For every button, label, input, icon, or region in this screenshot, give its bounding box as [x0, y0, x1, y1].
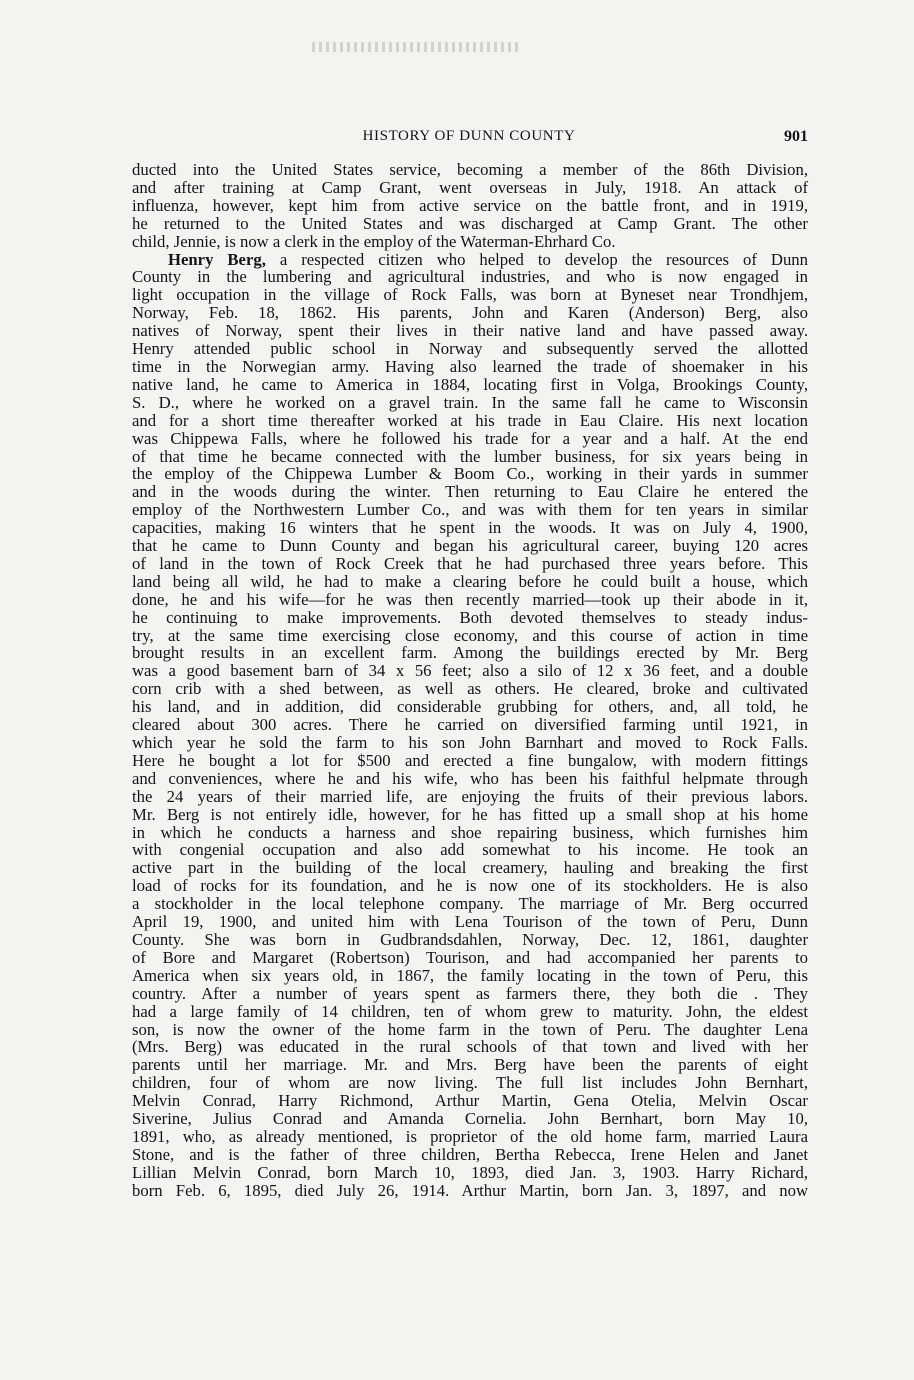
- text-line: child, Jennie, is now a clerk in the employ of the Waterman-Ehrhard Co.: [132, 231, 616, 251]
- text-line: a stockholder in the local telephone company. The marriage of Mr. Berg occurred: [132, 894, 808, 914]
- text-line: [132, 251, 808, 269]
- text-line: try, at the same time exercising close economy, and this course of action in time: [132, 625, 808, 645]
- running-title: HISTORY OF DUNN COUNTY: [362, 128, 576, 144]
- text-line: April 19, 1900, and united him with Lena Tourison of the town of Peru, Dunn: [132, 912, 808, 932]
- paragraph-continuation: [132, 161, 808, 251]
- text-line: son, is now the owner of the home farm in the town of Peru. The daughter Lena: [132, 1019, 808, 1039]
- text-line: and for a short time thereafter worked at his trade in Eau Claire. His next location: [132, 410, 808, 430]
- text-line: he returned to the United States and was discharged at Camp Grant. The other: [132, 213, 808, 233]
- text-line: land being all wild, he had to make a clearing before he could built a house, which: [132, 571, 808, 591]
- text-line: Henry attended public school in Norway and subsequently served the allotted: [132, 339, 808, 359]
- text-line: ducted into the United States service, becoming a member of the 86th Division,: [132, 160, 808, 179]
- text-line: country. After a number of years spent as farmers there, they both die . They: [132, 983, 808, 1003]
- text-line: with congenial occupation and also add somewhat to his income. He took an: [132, 840, 808, 860]
- text-line: County in the lumbering and agricultural industries, and who is now engaged in: [132, 267, 808, 287]
- text-line: was Chippewa Falls, where he followed his trade for a year and a half. At the end: [132, 428, 808, 448]
- text-line: native land, he came to America in 1884, locating first in Volga, Brookings County,: [132, 374, 808, 394]
- text-line: his land, and in addition, did considerable grubbing for others, and, all told, he: [132, 697, 808, 717]
- page-number: 901: [784, 128, 808, 145]
- text-line: he continuing to make improvements. Both devoted themselves to steady indus-: [132, 607, 808, 627]
- text-line: and after training at Camp Grant, went overseas in July, 1918. An attack of: [132, 177, 808, 197]
- text-line: and in the woods during the winter. Then returning to Eau Claire he entered the: [132, 482, 808, 502]
- text-line: Mr. Berg is not entirely idle, however, for he has fitted up a small shop at his home: [132, 804, 808, 824]
- text-line: employ of the Northwestern Lumber Co., and was with them for ten years in similar: [132, 500, 808, 520]
- text-line: the employ of the Chippewa Lumber & Boom Co., working in their yards in summer: [132, 464, 808, 484]
- text-line: corn crib with a shed between, as well as others. He cleared, broke and cultivated: [132, 679, 808, 699]
- text-line: America when six years old, in 1867, the family locating in the town of Peru, this: [132, 965, 808, 985]
- text-line: Here he bought a lot for $500 and erected a fine bungalow, with modern fittings: [132, 750, 808, 770]
- text-line: done, he and his wife—for he was then recently married—took up their abode in it,: [132, 589, 808, 609]
- text-line: that he came to Dunn County and began his agricultural career, buying 120 acres: [132, 536, 808, 556]
- text-line: and conveniences, where he and his wife, who has been his faithful helpmate through: [132, 768, 808, 788]
- text-line: capacities, making 16 winters that he spent in the woods. It was on July 4, 1900,: [132, 518, 808, 538]
- text-line: (Mrs. Berg) was educated in the rural schools of that town and lived with her: [132, 1037, 808, 1057]
- text-line: cleared about 300 acres. There he carried on diversified farming until 1921, in: [132, 715, 808, 735]
- text-line: was a good basement barn of 34 x 56 feet; also a silo of 12 x 36 feet, and a double: [132, 661, 808, 681]
- text-line: influenza, however, kept him from active service on the battle front, and in 1919,: [132, 195, 808, 215]
- text-line: time in the Norwegian army. Having also learned the trade of shoemaker in his: [132, 356, 808, 376]
- text-line: which year he sold the farm to his son John Barnhart and moved to Rock Falls.: [132, 733, 808, 752]
- text-line: Siverine, Julius Conrad and Amanda Cornelia. John Bernhart, born May 10,: [132, 1109, 808, 1129]
- text-line: had a large family of 14 children, ten of whom grew to maturity. John, the eldest: [132, 1001, 808, 1021]
- text-line: of Bore and Margaret (Robertson) Tourison, and had accompanied her parents to: [132, 947, 808, 967]
- text-line: the 24 years of their married life, are enjoying the fruits of their previous labors.: [132, 786, 808, 806]
- text-line: born Feb. 6, 1895, died July 26, 1914. Arthur Martin, born Jan. 3, 1897, and now: [132, 1180, 808, 1200]
- text-line: in which he conducts a harness and shoe repairing business, which furnishes him: [132, 822, 808, 842]
- text-line: of that time he became connected with the lumber business, for six years being in: [132, 446, 808, 466]
- text-line: S. D., where he worked on a gravel train. In the same fall he came to Wisconsin: [132, 392, 808, 412]
- text-line: parents until her marriage. Mr. and Mrs. Berg have been the parents of eight: [132, 1055, 808, 1075]
- person-name: Henry Berg,: [168, 249, 266, 269]
- scan-smudge: [312, 42, 520, 52]
- text-line: children, four of whom are now living. The full list includes John Bernhart,: [132, 1073, 808, 1093]
- page-header: [130, 126, 808, 148]
- body-text: [132, 161, 808, 1200]
- text-line: Lillian Melvin Conrad, born March 10, 1893, died Jan. 3, 1903. Harry Richard,: [132, 1162, 808, 1182]
- text-line: County. She was born in Gudbrandsdahlen, Norway, Dec. 12, 1861, daughter: [132, 929, 808, 949]
- text-line: Melvin Conrad, Harry Richmond, Arthur Martin, Gena Otelia, Melvin Oscar: [132, 1091, 808, 1111]
- text-line: natives of Norway, spent their lives in their native land and have passed away.: [132, 321, 808, 341]
- text-line: active part in the building of the local creamery, hauling and breaking the first: [132, 858, 808, 878]
- text-line: load of rocks for its foundation, and he is now one of its stockholders. He is also: [132, 876, 808, 896]
- text-fragment: a respected citizen who helped to develop the resources of Dunn: [265, 249, 808, 269]
- text-line: light occupation in the village of Rock Falls, was born at Byneset near Trondhjem,: [132, 285, 808, 305]
- text-line: of land in the town of Rock Creek that he had purchased three years before. This: [132, 553, 808, 573]
- paragraph-henry-berg: [132, 251, 808, 1200]
- text-line: brought results in an excellent farm. Among the buildings erected by Mr. Berg: [132, 643, 808, 663]
- text-line: Stone, and is the father of three children, Bertha Rebecca, Irene Helen and Janet: [132, 1144, 808, 1164]
- text-line: Norway, Feb. 18, 1862. His parents, John and Karen (Anderson) Berg, also: [132, 303, 808, 323]
- text-line: 1891, who, as already mentioned, is proprietor of the old home farm, married Laura: [132, 1126, 808, 1146]
